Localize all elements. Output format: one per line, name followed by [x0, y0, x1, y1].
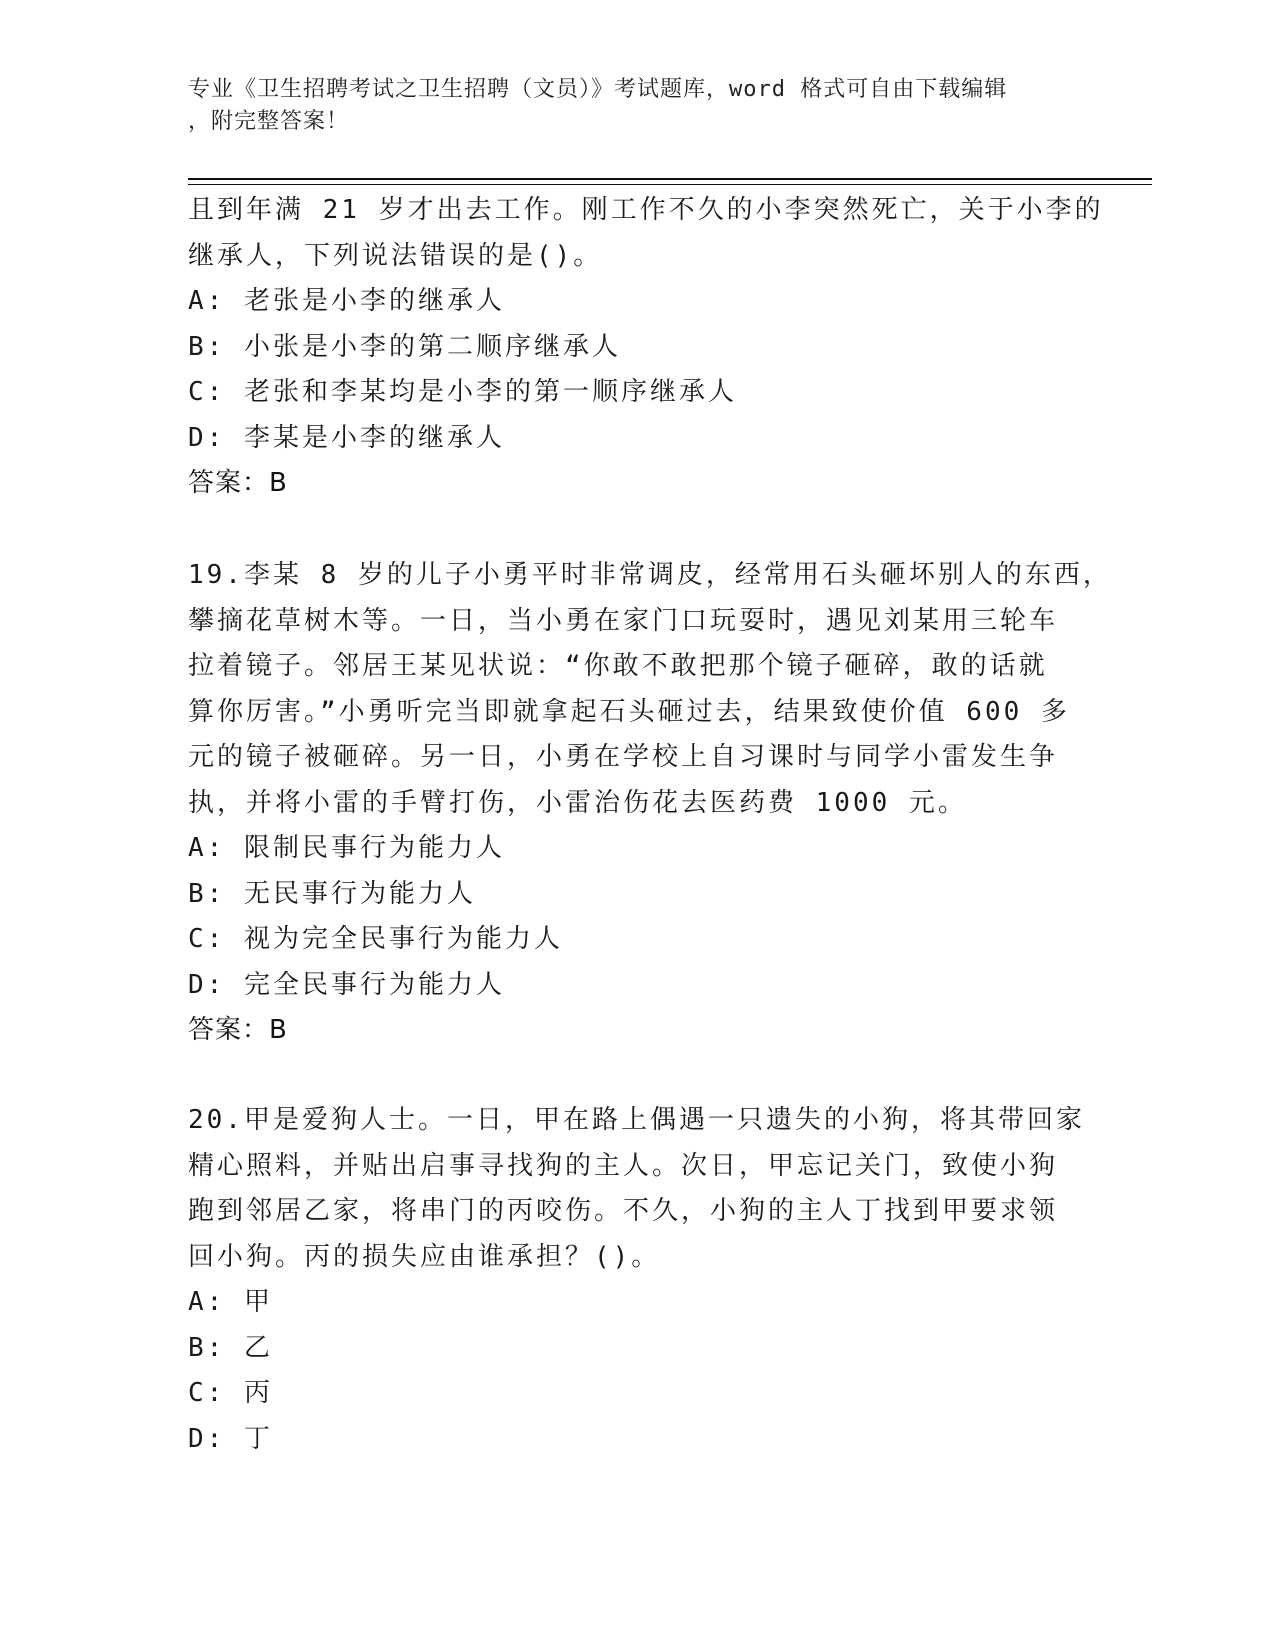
question-19	[188, 553, 1112, 1054]
header-title-line-2: ，附完整答案！	[188, 109, 350, 134]
header-title-line-1: 专业《卫生招聘考试之卫生招聘（文员）》考试题库，word 格式可自由下载编辑	[188, 77, 1008, 102]
header-divider-thick	[188, 178, 1152, 180]
option-d: D: 丁	[188, 1423, 273, 1454]
option-c: C: 丙	[188, 1378, 273, 1408]
option-a: A: 限制民事行为能力人	[188, 833, 505, 863]
question-stem-line: 拉着镜子。邻居王某见状说：“你敢不敢把那个镜子砸碎，敢的话就	[188, 651, 1048, 681]
question-stem-line: 19.李某 8 岁的儿子小勇平时非常调皮，经常用石头砸坏别人的东西，	[188, 560, 1112, 590]
question-stem-line: 精心照料，并贴出启事寻找狗的主人。次日，甲忘记关门，致使小狗	[188, 1150, 1059, 1181]
question-stem-line: 执，并将小雷的手臂打伤，小雷治伤花去医药费 1000 元。	[188, 787, 967, 818]
option-b: B: 小张是小李的第二顺序继承人	[188, 331, 621, 362]
option-c: C: 视为完全民事行为能力人	[188, 924, 563, 954]
question-stem-line: 继承人，下列说法错误的是()。	[188, 240, 603, 271]
option-b: B: 无民事行为能力人	[188, 878, 476, 909]
question-18	[188, 188, 1104, 507]
header-divider-thin	[188, 184, 1152, 185]
question-stem-line: 且到年满 21 岁才出去工作。刚工作不久的小李突然死亡，关于小李的	[188, 195, 1104, 225]
option-d: D: 李某是小李的继承人	[188, 422, 505, 453]
question-stem-line: 20.甲是爱狗人士。一日，甲在路上偶遇一只遗失的小狗，将其带回家	[188, 1105, 1085, 1135]
question-20	[188, 1098, 1088, 1462]
option-a: A: 老张是小李的继承人	[188, 286, 505, 316]
option-d: D: 完全民事行为能力人	[188, 969, 505, 1000]
option-b: B: 乙	[188, 1332, 273, 1363]
option-c: C: 老张和李某均是小李的第一顺序继承人	[188, 377, 737, 407]
question-stem-line: 元的镜子被砸碎。另一日，小勇在学校上自习课时与同学小雷发生争	[188, 742, 1059, 772]
question-stem-line: 跑到邻居乙家，将串门的丙咬伤。不久，小狗的主人丁找到甲要求领	[188, 1196, 1059, 1226]
document-header	[188, 74, 1068, 138]
answer-label: 答案：B	[188, 468, 288, 498]
option-a: A: 甲	[188, 1287, 273, 1317]
question-stem-line: 算你厉害。”小勇听完当即就拿起石头砸过去，结果致使价值 600 多	[188, 696, 1070, 727]
question-stem-line: 回小狗。丙的损失应由谁承担？()。	[188, 1241, 661, 1272]
answer-label: 答案：B	[188, 1015, 288, 1045]
question-stem-line: 攀摘花草树木等。一日，当小勇在家门口玩耍时，遇见刘某用三轮车	[188, 605, 1059, 636]
